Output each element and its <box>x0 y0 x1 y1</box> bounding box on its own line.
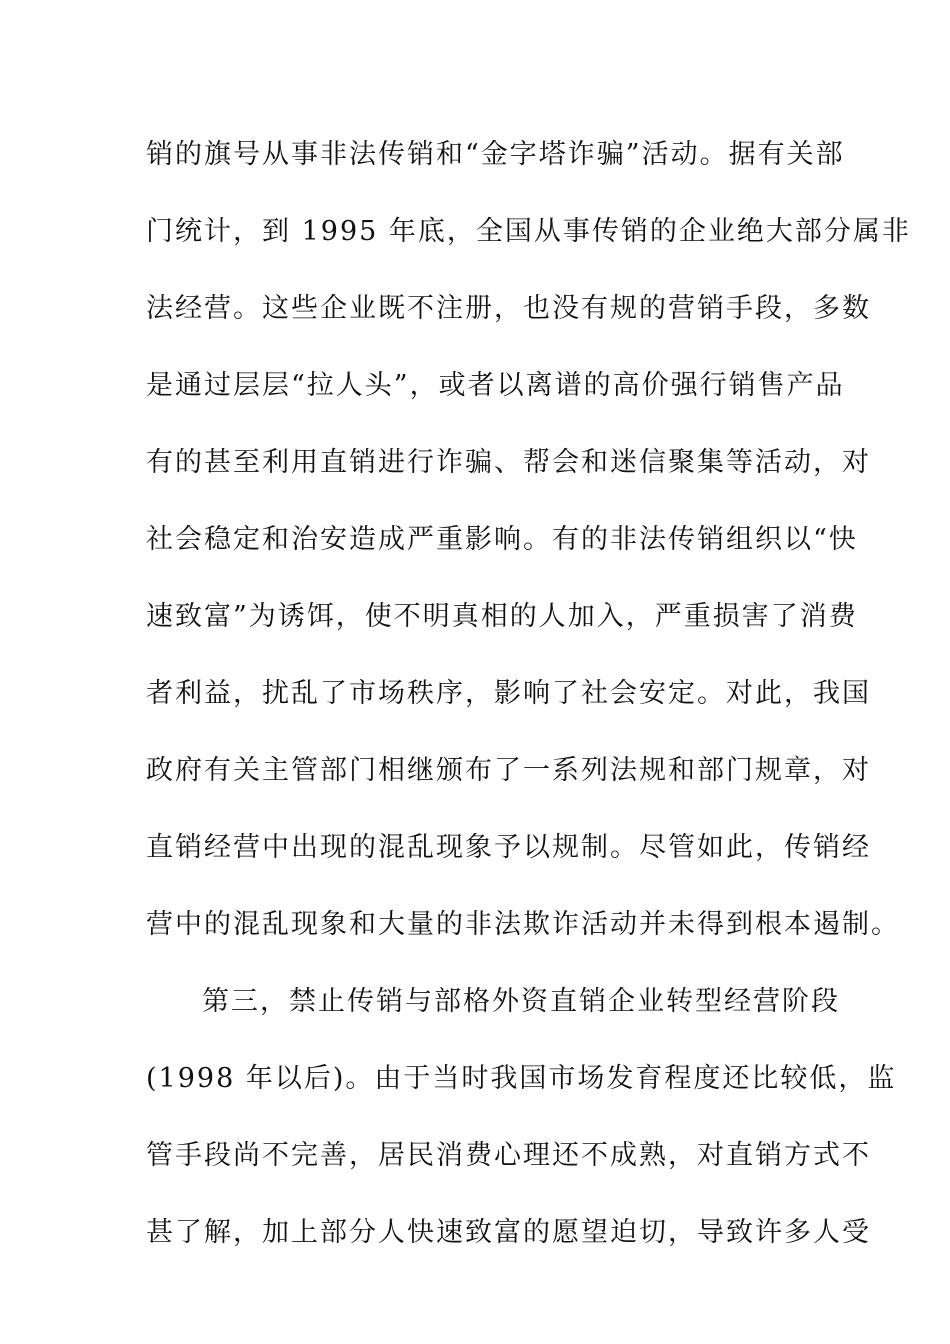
text-line: 政府有关主管部门相继颁布了一系列法规和部门规章，对 <box>146 755 871 786</box>
text-line: 直销经营中出现的混乱现象予以规制。尽管如此，传销经 <box>146 832 871 863</box>
text-line: 门统计，到 1995 年底，全国从事传销的企业绝大部分属非 <box>146 216 911 247</box>
text-line: 管手段尚不完善，居民消费心理还不成熟，对直销方式不 <box>146 1140 871 1171</box>
text-line: (1998 年以后)。由于当时我国市场发育程度还比较低，监 <box>146 1063 897 1094</box>
body-text <box>146 128 911 1283</box>
text-line: 是通过层层“拉人头”，或者以离谱的高价强行销售产品 <box>146 370 845 401</box>
paragraph-start-line: 第三，禁止传销与部格外资直销企业转型经营阶段 <box>202 986 840 1017</box>
text-line: 社会稳定和治安造成严重影响。有的非法传销组织以“快 <box>146 524 858 555</box>
text-line: 销的旗号从事非法传销和“金字塔诈骗”活动。据有关部 <box>146 139 845 170</box>
text-line: 者利益，扰乱了市场秩序，影响了社会安定。对此，我国 <box>146 678 871 709</box>
text-line: 有的甚至利用直销进行诈骗、帮会和迷信聚集等活动，对 <box>146 447 871 478</box>
text-line: 甚了解，加上部分人快速致富的愿望迫切，导致许多人受 <box>146 1217 871 1248</box>
paragraph-end-line: 营中的混乱现象和大量的非法欺诈活动并未得到根本遏制。 <box>146 909 900 940</box>
text-line: 法经营。这些企业既不注册，也没有规的营销手段，多数 <box>146 293 871 324</box>
text-line: 速致富”为诱饵，使不明真相的人加入，严重损害了消费 <box>146 601 858 632</box>
